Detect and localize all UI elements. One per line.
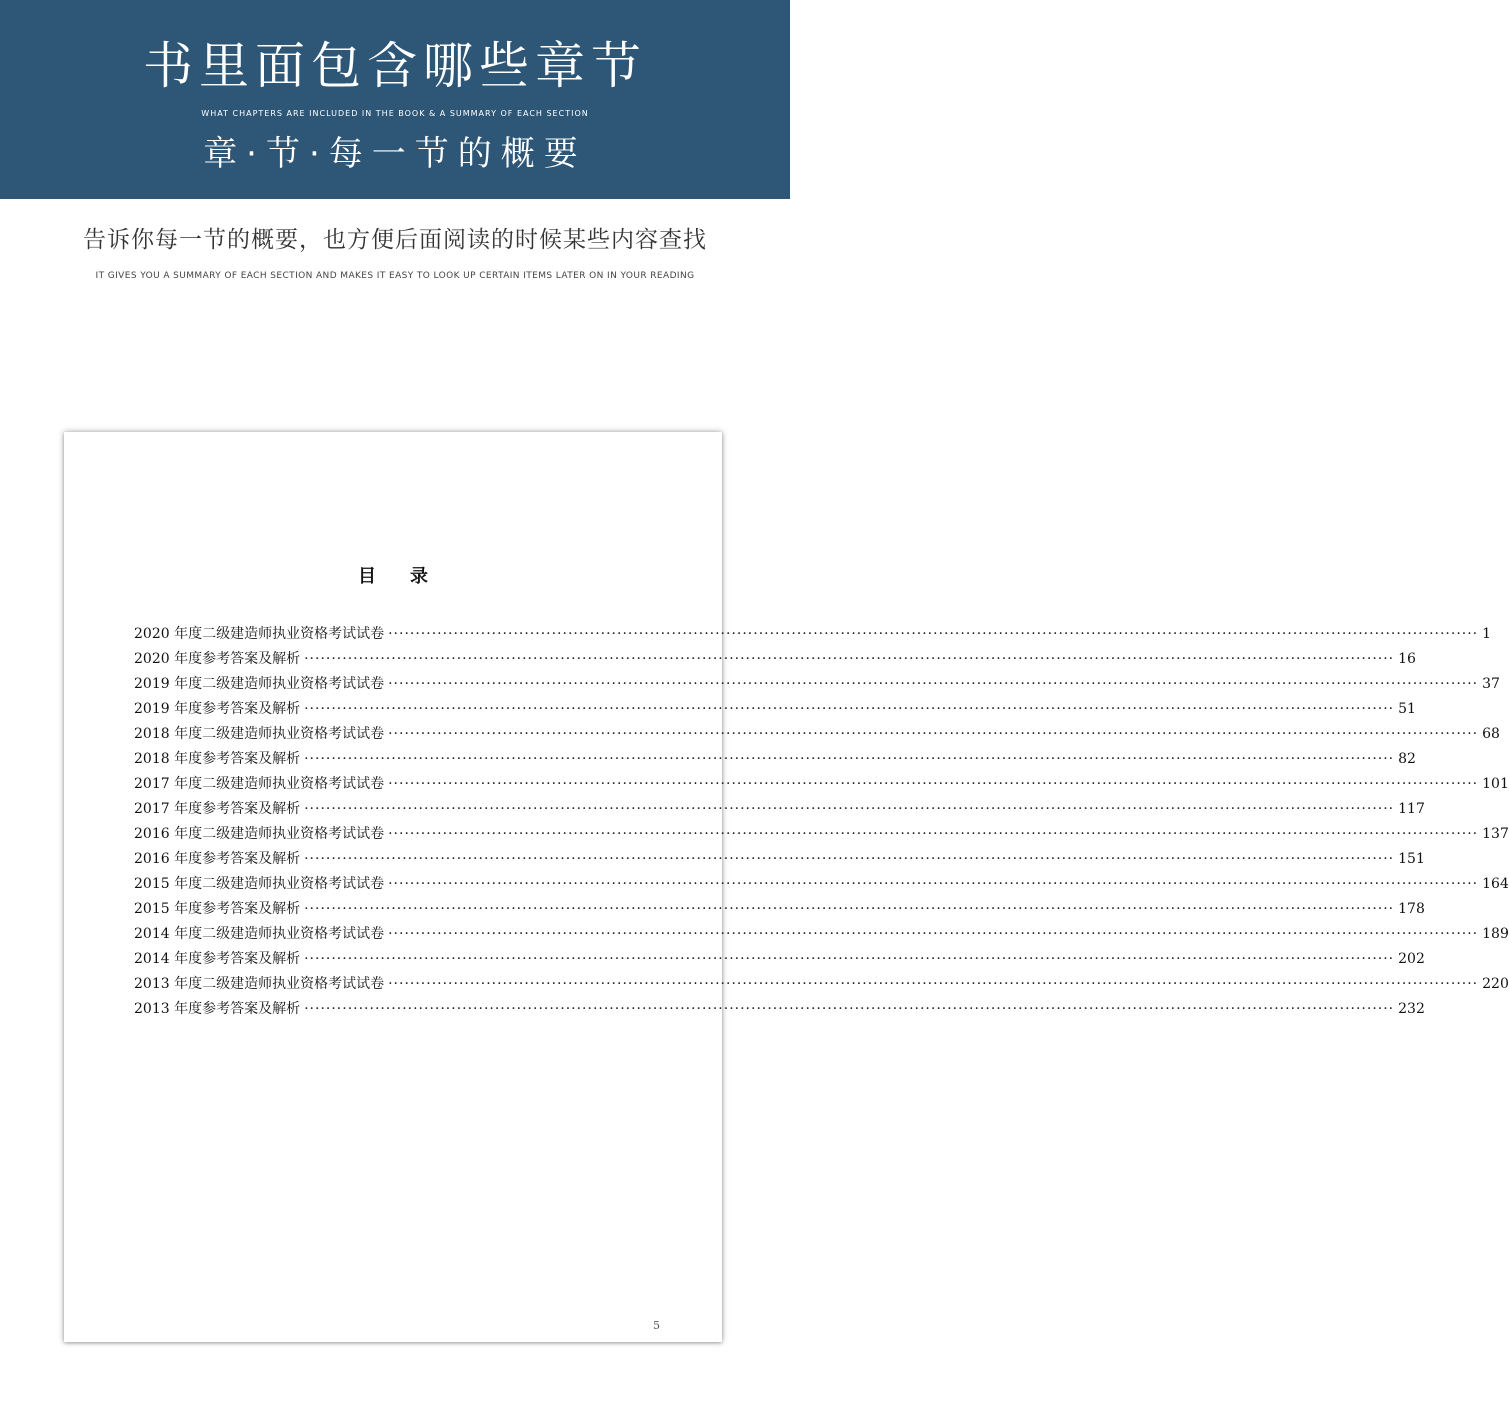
document-page xyxy=(64,432,1509,1342)
toc-leader-dots: ········································································································································································································ xyxy=(388,976,1479,992)
toc-entry-page: 137 xyxy=(1482,826,1509,842)
toc-entry-page: 164 xyxy=(1482,876,1509,892)
toc-entry-title: 2015 年度二级建造师执业资格考试试卷 xyxy=(134,876,385,892)
toc-leader-dots: ········································································································································································································ xyxy=(388,626,1479,642)
toc-entry-page: 68 xyxy=(1482,726,1500,742)
toc-leader-dots: ········································································································································································································ xyxy=(304,701,1395,717)
toc-leader-dots: ········································································································································································································ xyxy=(304,851,1395,867)
toc-entry xyxy=(134,822,1509,847)
toc-entry-page: 232 xyxy=(1398,1001,1425,1017)
toc-entry-title: 2017 年度二级建造师执业资格考试试卷 xyxy=(134,776,385,792)
banner-subtitle-cn: 章·节·每一节的概要 xyxy=(203,134,587,174)
toc-entry-page: 82 xyxy=(1398,751,1416,767)
toc-entry-page: 151 xyxy=(1398,851,1425,867)
toc-entry xyxy=(134,672,1500,697)
toc-leader-dots: ········································································································································································································ xyxy=(388,726,1479,742)
toc-leader-dots: ········································································································································································································ xyxy=(388,676,1479,692)
toc-entry-title: 2016 年度参考答案及解析 xyxy=(134,851,301,867)
toc-entry-page: 101 xyxy=(1482,776,1509,792)
toc-heading: 目录 xyxy=(358,566,462,587)
toc-leader-dots: ········································································································································································································ xyxy=(304,801,1395,817)
toc-entry xyxy=(134,772,1509,797)
toc-entry-page: 16 xyxy=(1398,651,1416,667)
toc-entry xyxy=(134,997,1425,1022)
toc-entry-page: 117 xyxy=(1398,801,1425,817)
toc-leader-dots: ········································································································································································································ xyxy=(388,776,1479,792)
toc-entry-title: 2019 年度二级建造师执业资格考试试卷 xyxy=(134,676,385,692)
toc-entry xyxy=(134,797,1425,822)
toc-entry xyxy=(134,847,1425,872)
toc-entry-page: 220 xyxy=(1482,976,1509,992)
toc-entry-page: 178 xyxy=(1398,901,1425,917)
toc-entry-page: 37 xyxy=(1482,676,1500,692)
toc-entry-title: 2018 年度二级建造师执业资格考试试卷 xyxy=(134,726,385,742)
toc-entry xyxy=(134,747,1416,772)
toc-entry-title: 2013 年度二级建造师执业资格考试试卷 xyxy=(134,976,385,992)
toc-leader-dots: ········································································································································································································ xyxy=(388,826,1479,842)
toc-leader-dots: ········································································································································································································ xyxy=(304,901,1395,917)
toc-leader-dots: ········································································································································································································ xyxy=(304,651,1395,667)
toc-entry xyxy=(134,947,1425,972)
toc-entry xyxy=(134,872,1509,897)
intro-text-en: IT GIVES YOU A SUMMARY OF EACH SECTION AND MAKES IT EASY TO LOOK UP CERTAIN ITEMS LATER ON IN YOUR READING xyxy=(95,271,695,281)
toc-leader-dots: ········································································································································································································ xyxy=(388,876,1479,892)
toc-entry-page: 189 xyxy=(1482,926,1509,942)
toc-entry-page: 1 xyxy=(1482,626,1492,642)
toc-leader-dots: ········································································································································································································ xyxy=(304,751,1395,767)
banner-subtitle-en: WHAT CHAPTERS ARE INCLUDED IN THE BOOK & A SUMMARY OF EACH SECTION xyxy=(201,109,589,118)
toc-entry xyxy=(134,972,1509,997)
toc-entry xyxy=(134,647,1416,672)
toc-entry-title: 2016 年度二级建造师执业资格考试试卷 xyxy=(134,826,385,842)
toc-entry-page: 51 xyxy=(1398,701,1416,717)
intro-text-cn: 告诉你每一节的概要，也方便后面阅读的时候某些内容查找 xyxy=(83,227,707,253)
toc-entry xyxy=(134,722,1500,747)
toc-entry-title: 2019 年度参考答案及解析 xyxy=(134,701,301,717)
toc-entry-title: 2013 年度参考答案及解析 xyxy=(134,1001,301,1017)
toc-leader-dots: ········································································································································································································ xyxy=(304,951,1395,967)
toc-entry xyxy=(134,622,1492,647)
toc-entry-page: 202 xyxy=(1398,951,1425,967)
toc-entry-title: 2018 年度参考答案及解析 xyxy=(134,751,301,767)
page-number: 5 xyxy=(653,1319,660,1332)
toc-entry-title: 2017 年度参考答案及解析 xyxy=(134,801,301,817)
toc-entry xyxy=(134,697,1416,722)
toc-entry-title: 2020 年度参考答案及解析 xyxy=(134,651,301,667)
toc-entry-title: 2015 年度参考答案及解析 xyxy=(134,901,301,917)
toc-entry-title: 2020 年度二级建造师执业资格考试试卷 xyxy=(134,626,385,642)
toc-entry-title: 2014 年度参考答案及解析 xyxy=(134,951,301,967)
toc-entry xyxy=(134,897,1425,922)
header-banner xyxy=(0,0,790,199)
banner-title: 书里面包含哪些章节 xyxy=(143,37,647,95)
toc-list xyxy=(134,622,1509,1022)
toc-entry-title: 2014 年度二级建造师执业资格考试试卷 xyxy=(134,926,385,942)
toc-leader-dots: ········································································································································································································ xyxy=(304,1001,1395,1017)
toc-leader-dots: ········································································································································································································ xyxy=(388,926,1479,942)
toc-entry xyxy=(134,922,1509,947)
